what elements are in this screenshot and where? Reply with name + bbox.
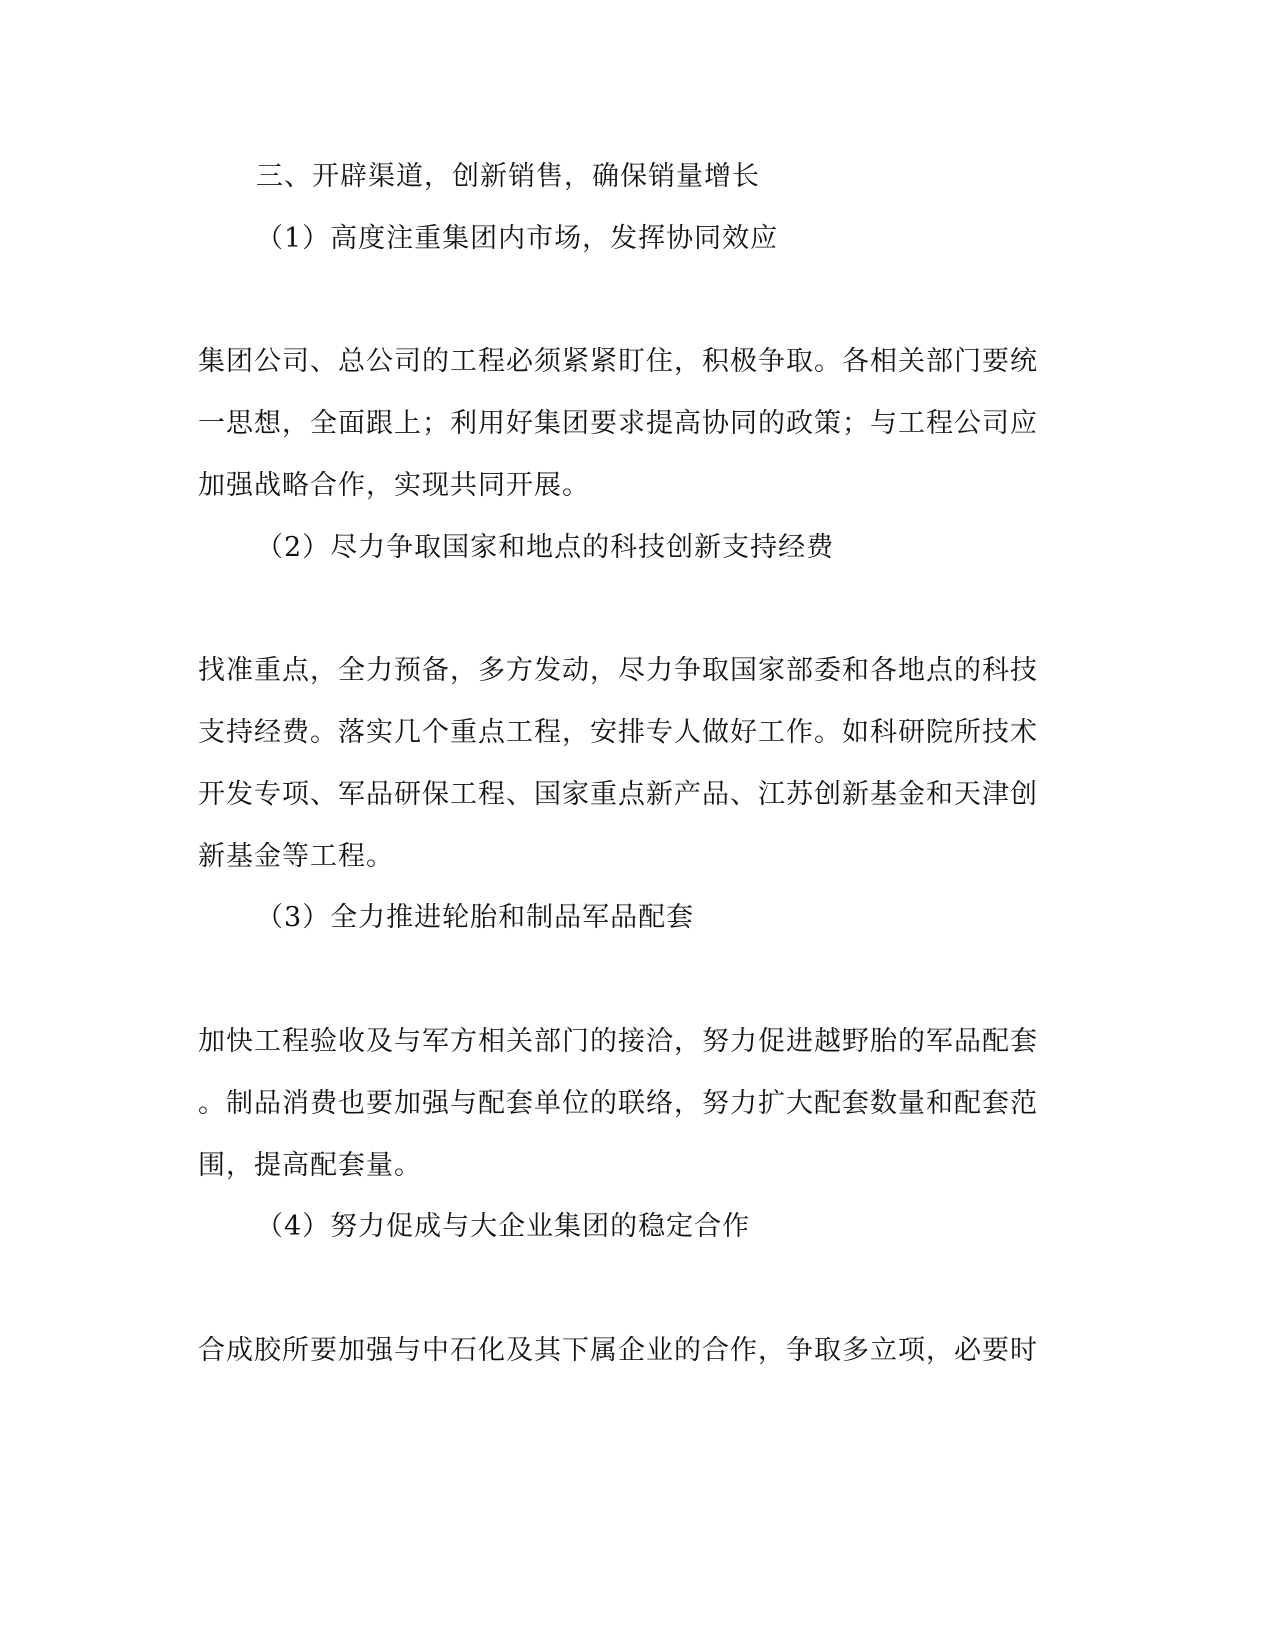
item-3-line-3: 围，提高配套量。 xyxy=(198,1150,422,1181)
item-2-line-4: 新基金等工程。 xyxy=(198,841,394,872)
item-1-line-3: 加强战略合作，实现共同开展。 xyxy=(198,470,590,501)
item-1-line-2: 一思想，全面跟上；利用好集团要求提高协同的政策；与工程公司应 xyxy=(198,408,1038,439)
item-2-line-2: 支持经费。落实几个重点工程，安排专人做好工作。如科研院所技术 xyxy=(198,717,1038,748)
item-2-heading: （2）尽力争取国家和地点的科技创新支持经费 xyxy=(256,532,835,563)
section-heading: 三、开辟渠道，创新销售，确保销量增长 xyxy=(256,161,760,192)
item-2-line-1: 找准重点，全力预备，多方发动，尽力争取国家部委和各地点的科技 xyxy=(198,655,1038,686)
item-1-line-1: 集团公司、总公司的工程必须紧紧盯住，积极争取。各相关部门要统 xyxy=(198,346,1038,377)
item-3-line-1: 加快工程验收及与军方相关部门的接洽，努力促进越野胎的军品配套 xyxy=(198,1026,1038,1057)
item-1-heading: （1）高度注重集团内市场，发挥协同效应 xyxy=(256,223,779,254)
item-2-line-3: 开发专项、军品研保工程、国家重点新产品、江苏创新基金和天津创 xyxy=(198,779,1038,810)
item-4-line-1: 合成胶所要加强与中石化及其下属企业的合作，争取多立项，必要时 xyxy=(198,1335,1038,1366)
item-4-heading: （4）努力促成与大企业集团的稳定合作 xyxy=(256,1211,751,1242)
item-3-heading: （3）全力推进轮胎和制品军品配套 xyxy=(256,902,695,933)
item-3-line-2: 。制品消费也要加强与配套单位的联络，努力扩大配套数量和配套范 xyxy=(198,1088,1038,1119)
